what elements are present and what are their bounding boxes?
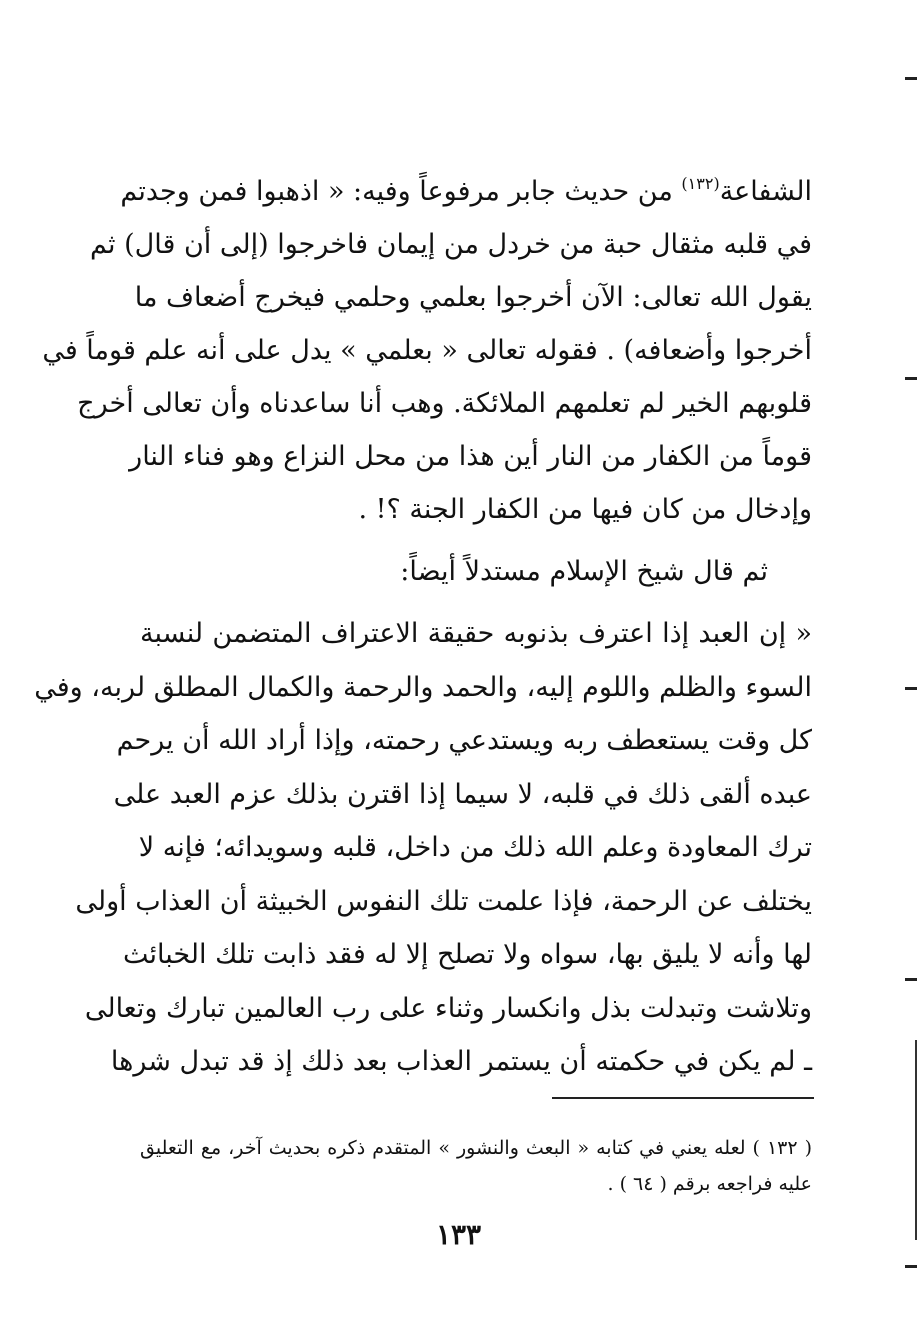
paragraph-1-line: قلوبهم الخير لم تعلمهم الملائكة. وهب أنا ساعدناه وأن تعالى أخرج <box>77 388 812 419</box>
paragraph-2-line: كل وقت يستعطف ربه ويستدعي رحمته، وإذا أراد الله أن يرحم <box>116 725 812 756</box>
paragraph-1-line: في قلبه مثقال حبة من خردل من إيمان فاخرجوا (إلى أن قال) ثم <box>90 229 812 260</box>
paragraph-1-line: يقول الله تعالى: الآن أخرجوا بعلمي وحلمي فيخرج أضعاف ما <box>134 282 812 313</box>
paragraph-2-line: السوء والظلم واللوم إليه، والحمد والرحمة والكمال المطلق لربه، وفي <box>34 671 812 703</box>
paragraph-1-line-1 <box>120 165 812 218</box>
paragraph-2-line: لها وأنه لا يليق بها، سواه ولا تصلح إلا له فقد ذابت تلك الخبائث <box>122 939 812 970</box>
footnote <box>140 1130 812 1202</box>
paragraph-2-line: عبده ألقى ذلك في قلبه، لا سيما إذا اقترن بذلك عزم العبد على <box>113 778 812 810</box>
paragraph-1-line: قوماً من الكفار من النار أين هذا من محل النزاع وهو فناء النار <box>129 441 812 472</box>
paragraph-1-line-1-start: الشفاعة <box>719 176 812 207</box>
footnote-line: عليه فراجعه برقم ( ٦٤ ) . <box>607 1173 812 1195</box>
footnote-line: ( ١٣٢ ) لعله يعني في كتابه « البعث والنشور » المتقدم ذكره بحديث آخر، مع التعليق <box>140 1137 813 1159</box>
section-intro-text: ثم قال شيخ الإسلام مستدلاً أيضاً: <box>400 556 768 587</box>
paragraph-2-line: وتلاشت وتبدلت بذل وانكسار وثناء على رب العالمين تبارك وتعالى <box>84 992 812 1024</box>
paragraph-2-line: يختلف عن الرحمة، فإذا علمت تلك النفوس الخبيثة أن العذاب أولى <box>75 885 812 917</box>
paragraph-1-line-1-rest: من حديث جابر مرفوعاً وفيه: « اذهبوا فمن وجدتم <box>120 176 673 207</box>
scan-edge-mark <box>905 687 917 690</box>
paragraph-2-line: ترك المعاودة وعلم الله ذلك من داخل، قلبه وسويدائه؛ فإنه لا <box>138 832 812 863</box>
scan-edge-mark <box>905 377 917 380</box>
scan-edge-mark <box>905 77 917 80</box>
paragraph-1-line: أخرجوا وأضعافه) . فقوله تعالى « بعلمي » يدل على أنه علم قوماً في <box>42 335 812 366</box>
paragraph-1 <box>42 165 812 536</box>
footnote-marker: (١٣٢) <box>681 174 720 193</box>
paragraph-2-line: ـ لم يكن في حكمته أن يستمر العذاب بعد ذلك إذ قد تبدل شرها <box>110 1046 812 1077</box>
paragraph-1-line: وإدخال من كان فيها من الكفار الجنة ؟! . <box>358 494 812 525</box>
paragraph-2-line: « إن العبد إذا اعترف بذنوبه حقيقة الاعتراف المتضمن لنسبة <box>140 618 812 649</box>
paragraph-2 <box>34 607 812 1089</box>
section-intro-line <box>140 545 812 598</box>
footnote-divider <box>552 1097 814 1099</box>
page-number: ١٣٣ <box>435 1218 482 1251</box>
scan-edge-mark <box>905 1265 917 1268</box>
scan-edge-mark <box>905 978 917 981</box>
